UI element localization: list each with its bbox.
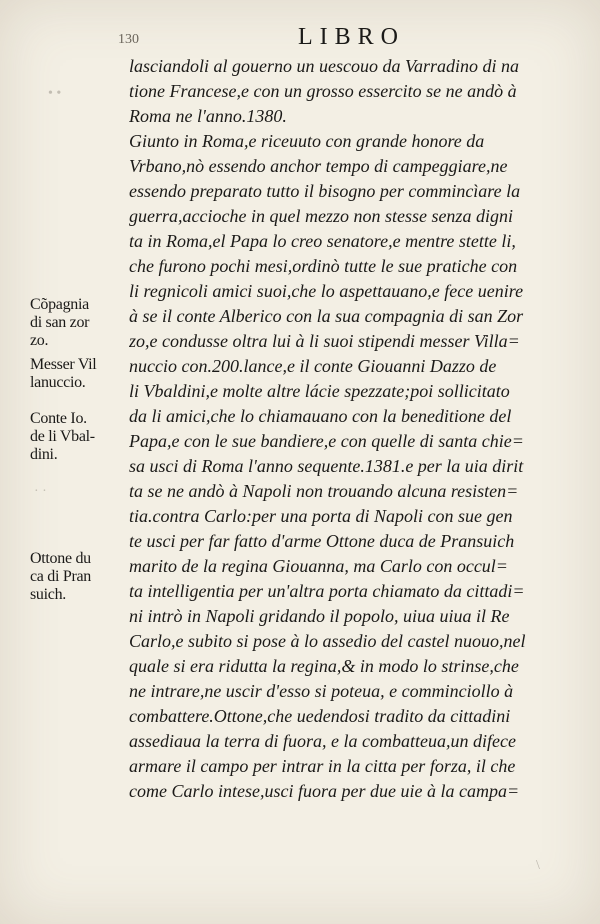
page-header bbox=[0, 20, 600, 54]
margin-note-line: lanuccio. bbox=[30, 374, 86, 391]
margin-note-villanuccio bbox=[30, 356, 126, 392]
margin-note-line: zo. bbox=[30, 332, 49, 349]
text-line: lasciandoli al gouerno un uescouo da Varradino di na bbox=[129, 56, 519, 76]
text-line: marito de la regina Giouanna, ma Carlo con occul= bbox=[129, 556, 508, 576]
text-line: tia.contra Carlo:per una porta di Napoli con sue gen bbox=[129, 506, 513, 526]
text-line: ta se ne andò à Napoli non trouando alcuna resisten= bbox=[129, 481, 519, 501]
margin-note-compagnia bbox=[30, 296, 126, 350]
text-line: ta in Roma,el Papa lo creo senatore,e mentre stette li, bbox=[129, 231, 516, 251]
gutter-mark: \ bbox=[536, 858, 540, 873]
margin-note-line: ca di Pran bbox=[30, 568, 91, 585]
text-line: quale si era ridutta la regina,& in modo lo strinse,che bbox=[129, 656, 519, 676]
text-line: ne intrare,ne uscir d'esso si poteua, e comminciollo à bbox=[129, 681, 514, 701]
margin-note-line: Messer Vil bbox=[30, 356, 97, 373]
main-text-column bbox=[129, 54, 555, 804]
margin-note-line: suich. bbox=[30, 586, 66, 603]
text-line: da li amici,che lo chiamauano con la beneditione del bbox=[129, 406, 512, 426]
show-through-mark: • • bbox=[48, 86, 62, 101]
text-line: come Carlo intese,usci fuora per due uie à la campa= bbox=[129, 781, 520, 801]
margin-note-line: Ottone du bbox=[30, 550, 91, 567]
margin-note-line: dini. bbox=[30, 446, 58, 463]
show-through-mark: · · bbox=[34, 484, 47, 499]
text-line: ta intelligentia per un'altra porta chiamato da cittadi= bbox=[129, 581, 525, 601]
margin-note-ottone bbox=[30, 550, 126, 604]
text-line: ni intrò in Napoli gridando il popolo, uiua uiua il Re bbox=[129, 606, 510, 626]
text-line: Papa,e con le sue bandiere,e con quelle di santa chie= bbox=[129, 431, 524, 451]
text-line: li Vbaldini,e molte altre lácie spezzate;poi sollicitato bbox=[129, 381, 510, 401]
text-line: Carlo,e subito si pose à lo assedio del castel nuouo,nel bbox=[129, 631, 526, 651]
text-line: à se il conte Alberico con la sua compagnia di san Zor bbox=[129, 306, 524, 326]
text-line: combattere.Ottone,che uedendosi tradito da cittadini bbox=[129, 706, 511, 726]
text-line: assediaua la terra di fuora, e la combatteua,un difece bbox=[129, 731, 516, 751]
text-line: nuccio con.200.lance,e il conte Giouanni Dazzo de bbox=[129, 356, 497, 376]
text-line: Giunto in Roma,e riceuuto con grande honore da bbox=[129, 131, 485, 151]
margin-note-conte-io bbox=[30, 410, 126, 464]
text-line: Vrbano,nò essendo anchor tempo di campeggiare,ne bbox=[129, 156, 508, 176]
text-line: li regnicoli amici suoi,che lo aspettauano,e fece uenire bbox=[129, 281, 524, 301]
text-line: tione Francese,e con un grosso essercito se ne andò à bbox=[129, 81, 517, 101]
margin-note-line: di san zor bbox=[30, 314, 90, 331]
margin-note-line: de li Vbal- bbox=[30, 428, 95, 445]
running-head: LIBRO bbox=[298, 24, 405, 50]
text-line: zo,e condusse oltra lui à li suoi stipendi messer Villa= bbox=[129, 331, 520, 351]
margin-note-line: Conte Io. bbox=[30, 410, 87, 427]
page-number: 130 bbox=[118, 32, 139, 47]
text-line: essendo preparato tutto il bisogno per commincìare la bbox=[129, 181, 521, 201]
text-line: sa usci di Roma l'anno sequente.1381.e per la uia dirit bbox=[129, 456, 524, 476]
text-line: che furono pochi mesi,ordinò tutte le sue pratiche con bbox=[129, 256, 518, 276]
margin-note-line: Cõpagnia bbox=[30, 296, 89, 313]
text-line: Roma ne l'anno.1380. bbox=[129, 106, 287, 126]
text-line: guerra,accioche in quel mezzo non stesse senza digni bbox=[129, 206, 513, 226]
text-line: te usci per far fatto d'arme Ottone duca de Pransuich bbox=[129, 531, 515, 551]
text-line: armare il campo per intrar in la citta per forza, il che bbox=[129, 756, 516, 776]
